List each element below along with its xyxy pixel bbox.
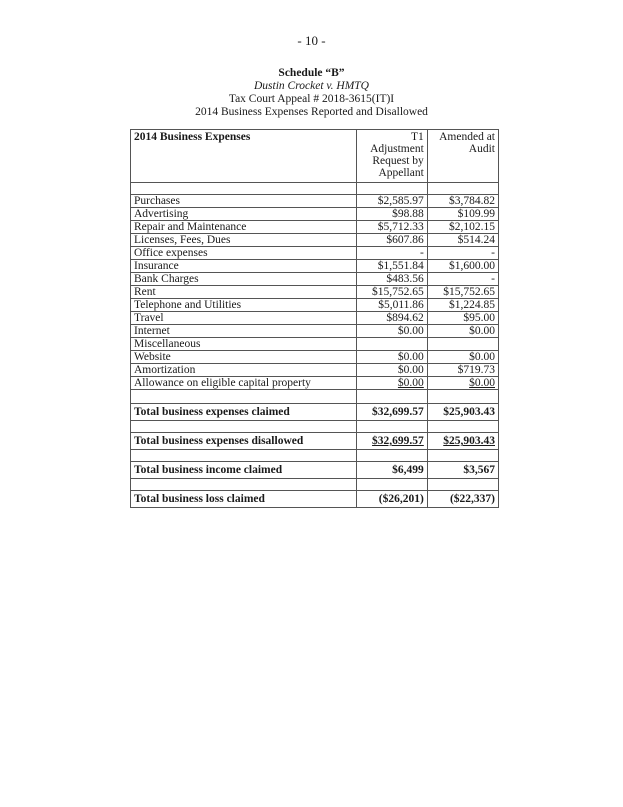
row-label: Rent [131,286,357,299]
total-t1-value: $6,499 [356,462,427,479]
row-label: Purchases [131,195,357,208]
total-loss-claimed-row [131,491,499,508]
table-row [131,325,499,338]
row-label: Advertising [131,208,357,221]
row-label: Amortization [131,364,357,377]
row-t1-value: $607.86 [356,234,427,247]
table-row [131,208,499,221]
table-row [131,195,499,208]
row-t1-value: $98.88 [356,208,427,221]
row-audit-value: $3,784.82 [427,195,498,208]
row-audit-value: $0.00 [469,377,495,389]
row-t1-value: $0.00 [356,364,427,377]
row-label: Website [131,351,357,364]
total-label: Total business expenses claimed [131,404,357,421]
spacer-row [131,183,499,195]
table-row [131,247,499,260]
total-label: Total business loss claimed [131,491,357,508]
total-expenses-disallowed-row [131,433,499,450]
total-t1-value: ($26,201) [356,491,427,508]
row-audit-value: $0.00 [427,351,498,364]
page-number: - 10 - [297,33,326,48]
row-audit-value: $719.73 [427,364,498,377]
table-row [131,299,499,312]
schedule-heading [0,67,623,119]
row-audit-value: $15,752.65 [427,286,498,299]
row-audit-value: $95.00 [427,312,498,325]
table-row [131,221,499,234]
row-label: Telephone and Utilities [131,299,357,312]
header-amended-at-audit: Amended at Audit [427,130,498,183]
row-t1-value: $1,551.84 [356,260,427,273]
row-t1-value: $0.00 [356,325,427,338]
table-row [131,351,499,364]
total-t1-value: $32,699.57 [356,404,427,421]
table-row [131,364,499,377]
spacer-row [131,479,499,491]
header-t1-adjustment: T1 Adjustment Request by Appellant [356,130,427,183]
row-label: Office expenses [131,247,357,260]
table-row [131,273,499,286]
row-label: Repair and Maintenance [131,221,357,234]
total-audit-value: ($22,337) [427,491,498,508]
row-label: Travel [131,312,357,325]
row-t1-value: $5,712.33 [356,221,427,234]
row-t1-value: $5,011.86 [356,299,427,312]
table-row [131,312,499,325]
row-label: Insurance [131,260,357,273]
row-audit-value: $2,102.15 [427,221,498,234]
table-row [131,338,499,351]
row-audit-value: $514.24 [427,234,498,247]
row-t1-value [356,338,427,351]
row-t1-value: - [356,247,427,260]
table-row [131,377,499,390]
total-audit-value: $3,567 [427,462,498,479]
row-label: Internet [131,325,357,338]
table-row [131,234,499,247]
table-header-row [131,130,499,183]
schedule-subtitle: 2014 Business Expenses Reported and Disallowed [195,106,428,118]
total-t1-value: $32,699.57 [372,435,424,447]
row-label: Licenses, Fees, Dues [131,234,357,247]
total-expenses-claimed-row [131,404,499,421]
row-label: Bank Charges [131,273,357,286]
spacer-row [131,421,499,433]
row-audit-value: $1,600.00 [427,260,498,273]
total-label: Total business expenses disallowed [131,433,357,450]
row-audit-value: - [427,273,498,286]
row-audit-value: - [427,247,498,260]
row-t1-value: $0.00 [397,377,424,389]
row-t1-value: $0.00 [356,351,427,364]
row-audit-value [427,338,498,351]
header-expenses: 2014 Business Expenses [131,130,357,183]
schedule-title: Schedule “B” [278,67,345,79]
row-audit-value: $109.99 [427,208,498,221]
case-name: Dustin Crocket v. HMTQ [254,80,369,92]
table-row [131,286,499,299]
total-audit-value: $25,903.43 [427,404,498,421]
appeal-number: Tax Court Appeal # 2018-3615(IT)I [228,93,395,105]
expenses-table [130,129,499,508]
total-income-claimed-row [131,462,499,479]
row-t1-value: $894.62 [356,312,427,325]
row-label: Allowance on eligible capital property [131,377,357,390]
row-audit-value: $0.00 [427,325,498,338]
row-audit-value: $1,224.85 [427,299,498,312]
row-t1-value: $483.56 [356,273,427,286]
row-t1-value: $2,585.97 [356,195,427,208]
spacer-row [131,450,499,462]
row-label: Miscellaneous [131,338,357,351]
table-row [131,260,499,273]
row-t1-value: $15,752.65 [356,286,427,299]
total-label: Total business income claimed [131,462,357,479]
spacer-row [131,390,499,404]
total-audit-value: $25,903.43 [443,435,495,447]
